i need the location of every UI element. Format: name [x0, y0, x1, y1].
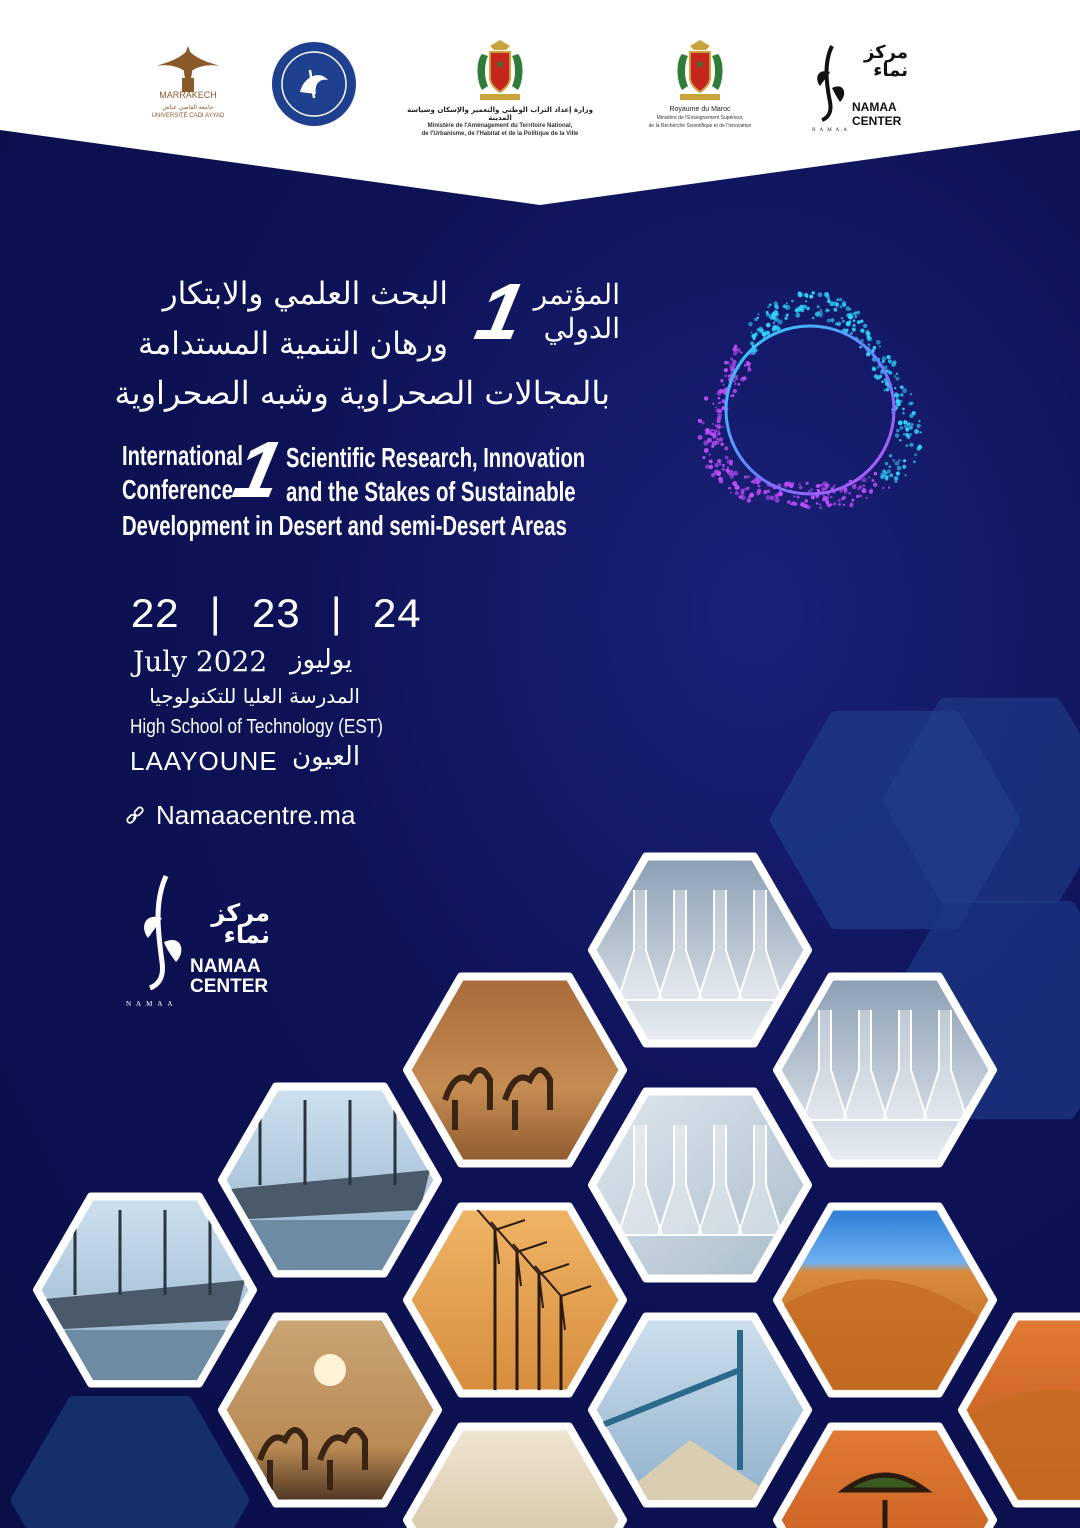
title-en-line-1: Scientific Research, Innovation [286, 442, 586, 473]
ministry-higher-ed-line-3: de la Recherche Scientifique et de l'Innovation [648, 123, 752, 129]
event-city-en: LAAYOUNE [130, 746, 278, 776]
salt-pile-photo [407, 1427, 623, 1528]
title-ar-line-2: ورهان التنمية المستدامة [138, 326, 448, 362]
marrakech-wordmark: MARRAKECH [159, 90, 217, 100]
event-venue-ar: المدرسة العليا للتكنولوجيا [149, 684, 360, 708]
namaa-line-2: CENTER [190, 976, 269, 997]
namaa-ar: مركز نماء [211, 899, 270, 949]
event-venue-en: High School of Technology (EST) [130, 716, 384, 738]
acacia-tree-desert-photo [777, 1427, 993, 1528]
fishing-boats-photo [25, 1197, 265, 1411]
namaa-small: NAMAA [126, 1000, 178, 1008]
camels-desert-photo [407, 977, 623, 1164]
website-link[interactable]: Namaacentre.ma [156, 800, 356, 830]
wind-turbines-photo [407, 1200, 623, 1410]
title-en-line-3: Development in Desert and semi-Desert Areas [122, 510, 567, 541]
ministry-territory-line-fr-2: de l'Urbanisme, de l'Habitat et de la Politique de la Ville [421, 131, 579, 137]
event-dates: 22 | 23 | 24 [130, 592, 421, 640]
laboratory-glassware-photo [592, 1092, 808, 1279]
title-number-ar: 1 [468, 267, 533, 356]
namaa-top-ar: مركز نماء [863, 42, 908, 81]
title-en-line-2: and the Stakes of Sustainable [286, 476, 576, 507]
ministry-territory-line-ar: وزارة إعداد التراب الوطني والتعمير والإسكان وسياسة المدينة [407, 106, 593, 122]
title-ar-line-1: البحث العلمي والابتكار [162, 276, 448, 312]
namaa-top-line-2: CENTER [852, 114, 902, 128]
namaa-top-small: NAMAA [812, 128, 851, 133]
ministry-higher-ed-line-1: Royaume du Maroc [669, 106, 731, 113]
laboratory-glassware-photo [592, 857, 808, 1044]
title-label-ar-1: المؤتمر [533, 278, 620, 311]
phosphate-conveyor-photo [590, 1317, 810, 1521]
cadi-ayyad-caption-ar: جامعة القاضي عياض [162, 105, 214, 111]
camel-caravan-sunset-photo [222, 1317, 438, 1504]
fishing-boats-harbour-photo [210, 1087, 450, 1301]
decorative-hexagon [18, 1403, 242, 1528]
ministry-territory-line-fr-1: Ministère de l'Aménagement du Territoire National, [427, 123, 573, 129]
cadi-ayyad-caption-fr: UNIVERSITÉ CADI AYYAD [151, 113, 225, 119]
namaa-top-line-1: NAMAA [852, 100, 897, 114]
namaa-line-1: NAMAA [190, 956, 261, 977]
title-ar-line-3: بالمجالات الصحراوية وشبه الصحراوية [114, 374, 610, 412]
event-month-en: July 2022 [133, 645, 268, 678]
title-number-en: 1 [226, 425, 291, 514]
title-label-ar-2: الدولي [543, 312, 620, 345]
event-city-ar: العيون [292, 742, 361, 772]
sand-dunes-photo [775, 1207, 995, 1411]
title-en-label-1: International [122, 440, 243, 471]
title-en-label-2: Conference [122, 474, 233, 505]
event-month-ar: يوليوز [290, 645, 353, 675]
ministry-higher-ed-line-2: Ministère de l'Enseignement Supérieur, [656, 115, 744, 121]
